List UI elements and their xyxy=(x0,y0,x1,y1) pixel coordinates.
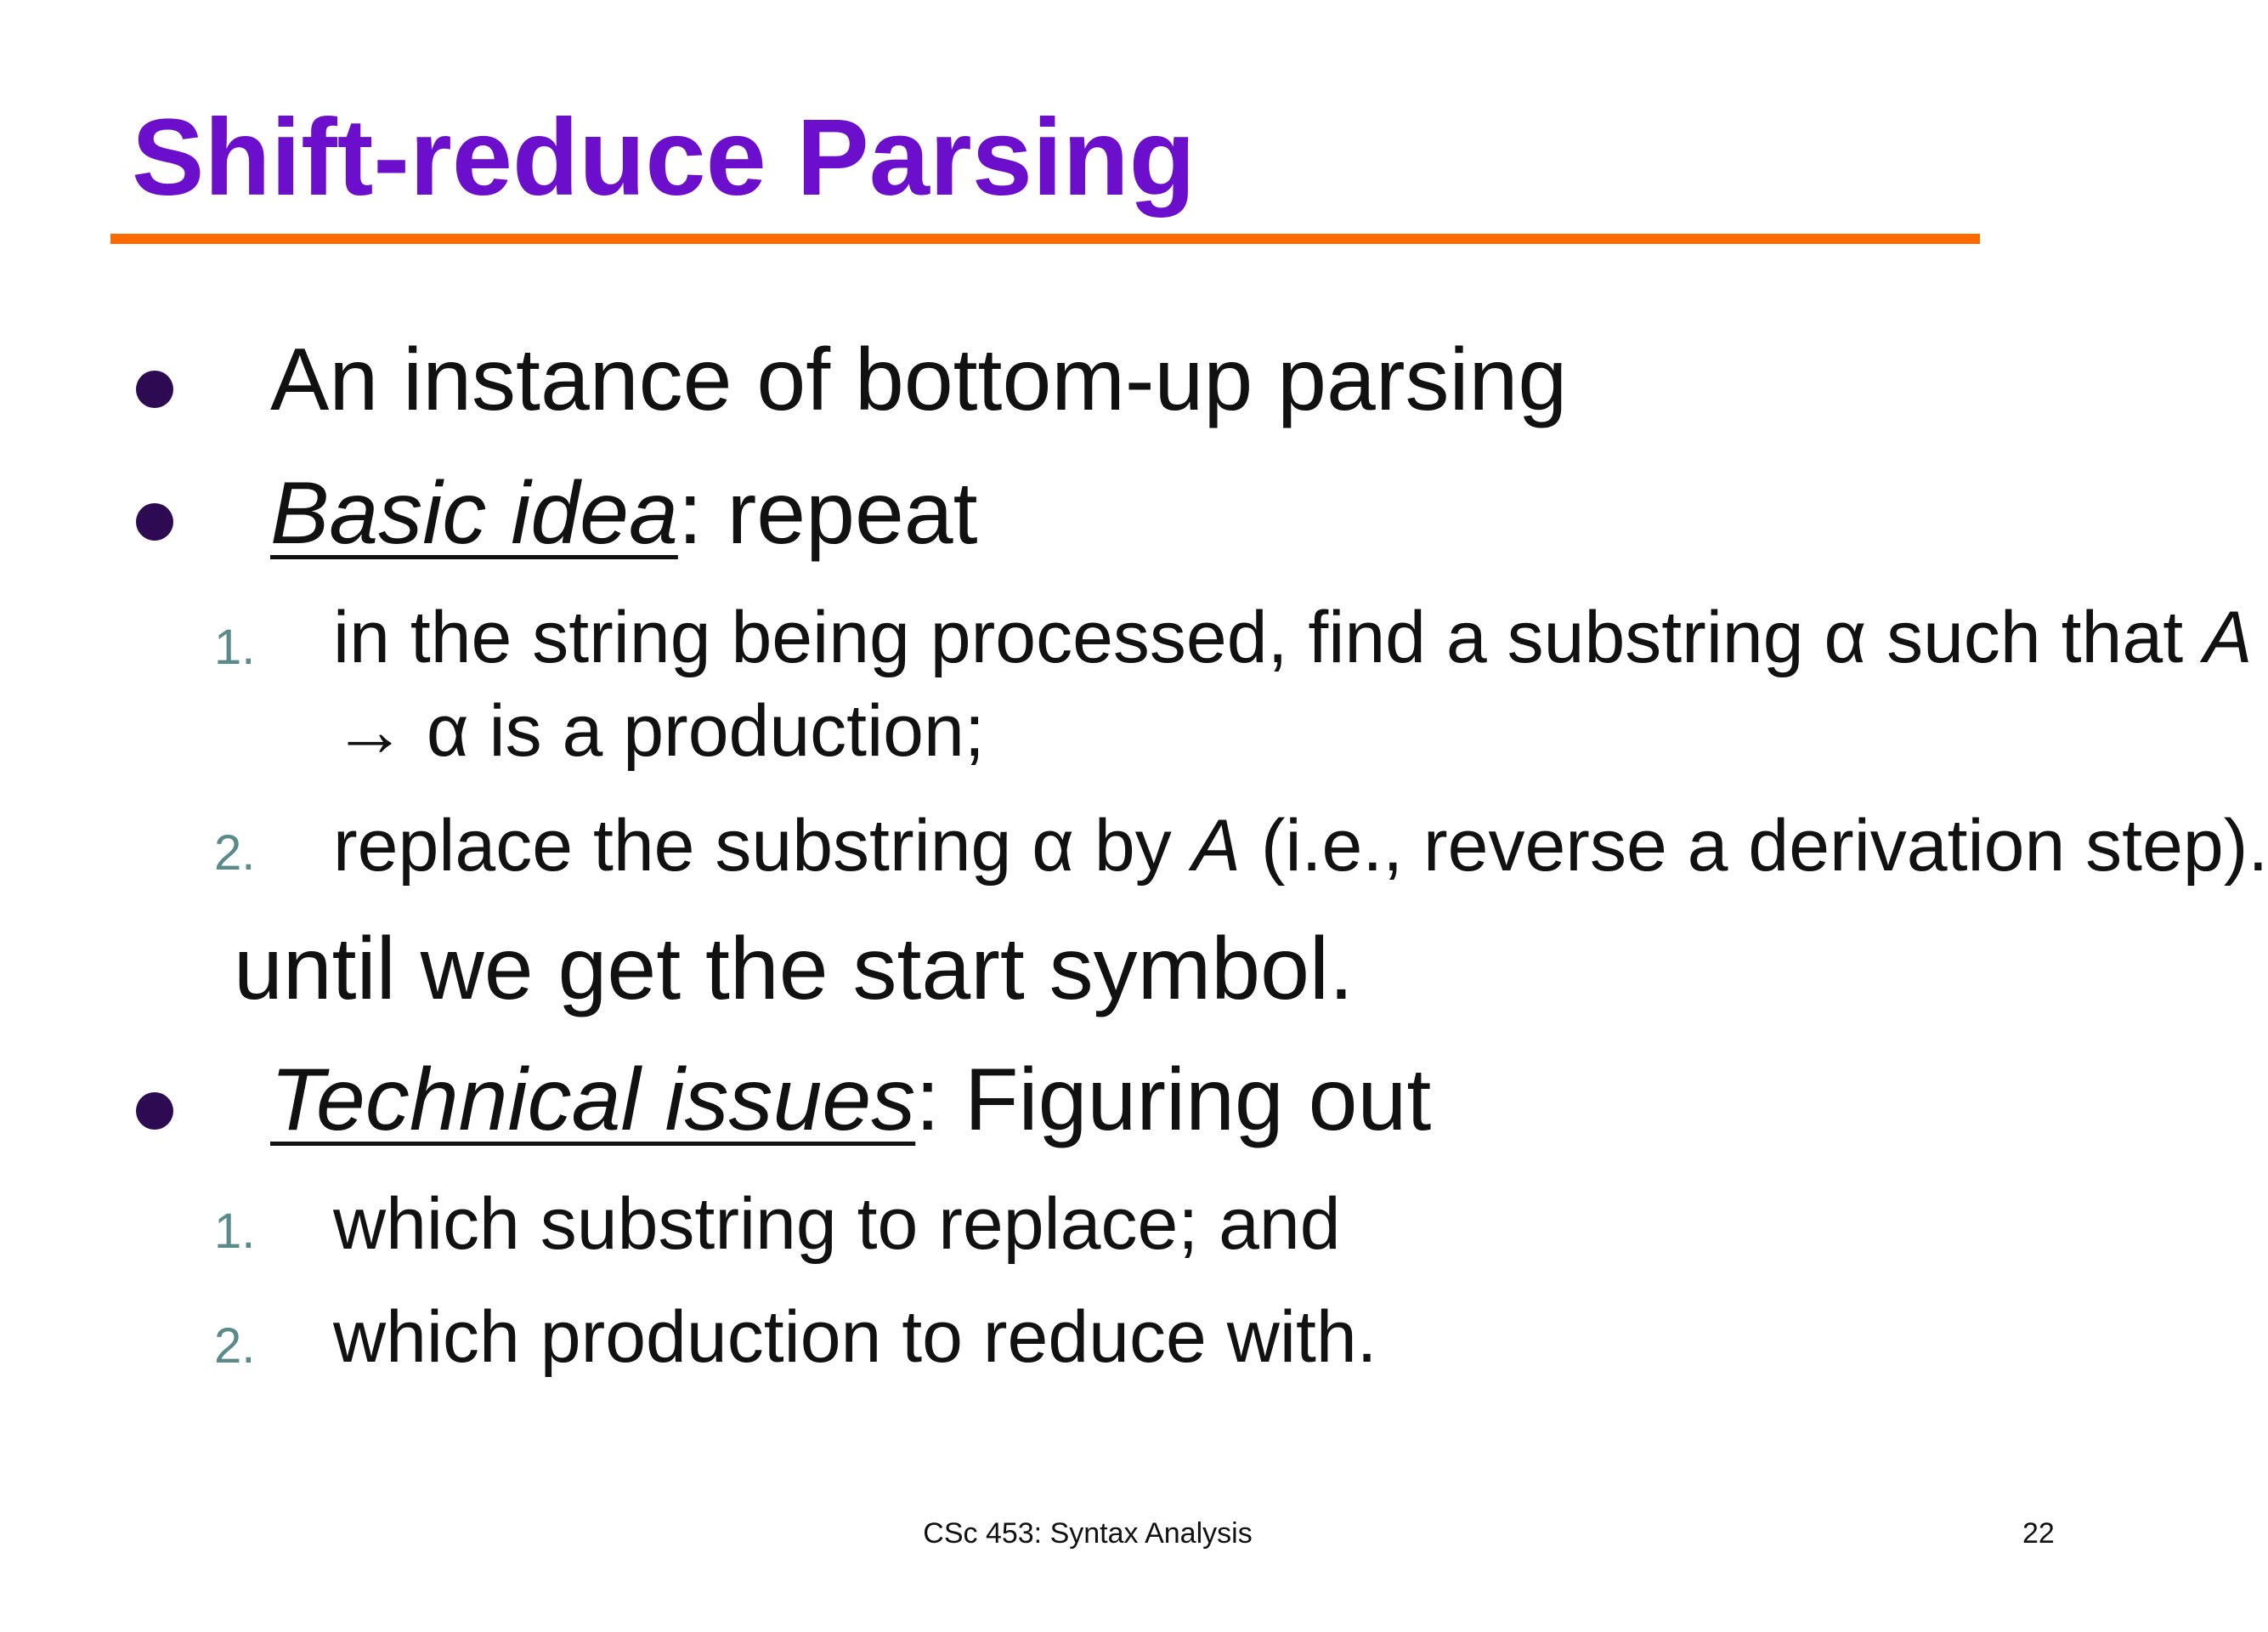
step-replace-text-b: (i.e., reverse a derivation step). xyxy=(1240,805,2268,887)
basic-idea-rest: : repeat xyxy=(677,464,978,563)
step-replace-text-a: replace the substring α by xyxy=(333,805,1192,887)
step-find-substring xyxy=(333,591,2252,684)
bullet-dot-icon xyxy=(136,371,173,408)
list-number: 2. xyxy=(214,1318,256,1374)
issue-which-substring: which substring to replace; and xyxy=(333,1183,1341,1265)
footer-page-number: 22 xyxy=(2022,1517,2055,1550)
list-number: 1. xyxy=(214,1204,256,1259)
bullet-technical-issues xyxy=(270,1051,1432,1149)
bullet-bottom-up: An instance of bottom-up parsing xyxy=(270,331,1568,429)
until-start-symbol: until we get the start symbol. xyxy=(234,920,1354,1018)
bullet-dot-icon xyxy=(136,503,173,541)
list-number: 1. xyxy=(214,620,256,675)
slide-title: Shift-reduce Parsing xyxy=(132,97,1196,218)
bullet-dot-icon xyxy=(136,1092,173,1130)
footer-course-title: CSc 453: Syntax Analysis xyxy=(923,1517,1253,1550)
technical-issues-rest: : Figuring out xyxy=(915,1051,1432,1149)
step-replace-substring xyxy=(333,799,2268,892)
list-number: 2. xyxy=(214,825,256,881)
technical-issues-term: Technical issues xyxy=(270,1051,916,1149)
step-find-substring-cont: → α is a production; xyxy=(333,690,985,772)
issue-which-production: which production to reduce with. xyxy=(333,1296,1377,1378)
variable-a: A xyxy=(1191,805,1241,887)
variable-a: A xyxy=(2203,597,2253,678)
step-find-text: in the string being processed, find a substring α such that xyxy=(333,597,2203,678)
title-divider xyxy=(110,234,1980,244)
basic-idea-term: Basic idea xyxy=(270,464,678,563)
bullet-basic-idea xyxy=(270,464,978,563)
